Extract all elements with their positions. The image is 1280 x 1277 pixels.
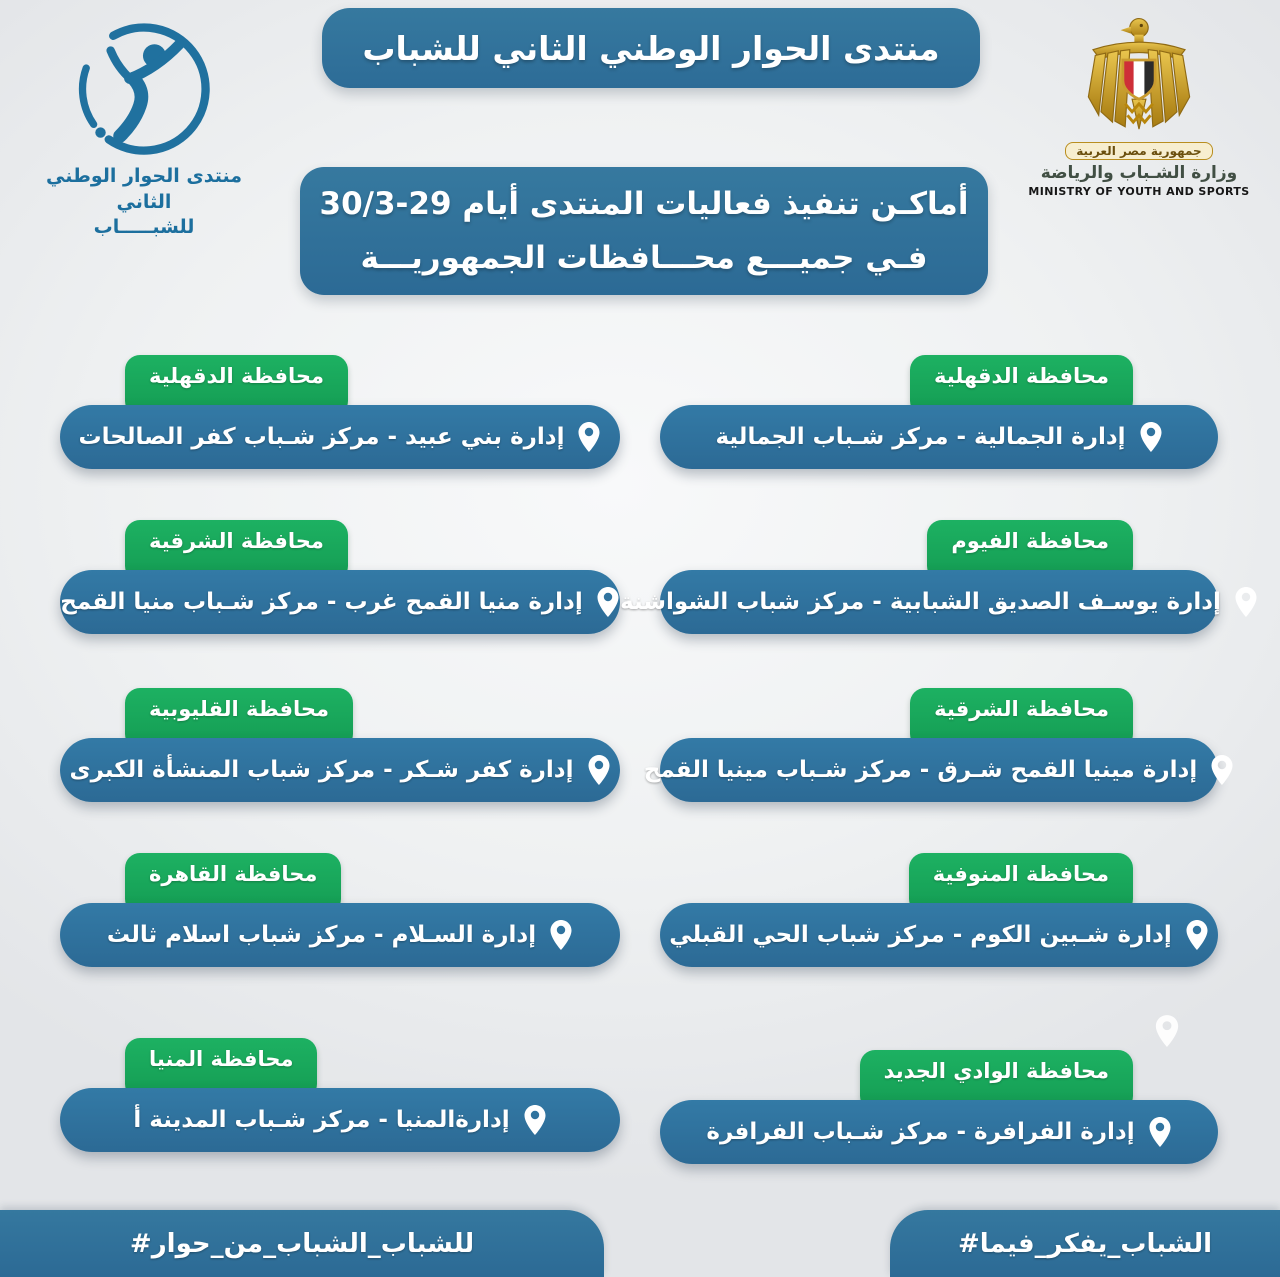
governorate-label: محافظة المنيا — [149, 1047, 294, 1071]
hashtag-left-label: #حوار_‎من_‎الشباب_‎للشباب — [129, 1228, 475, 1259]
governorate-label: محافظة الشرقية — [934, 697, 1109, 721]
page-title: منتدى الحوار الوطني الثاني للشباب — [362, 28, 940, 68]
location-card — [60, 1038, 620, 1152]
map-pin-icon — [1210, 754, 1234, 786]
location-pill — [60, 405, 620, 469]
location-label: إدارة منيا القمح غرب - مركز شـباب منيا القمح — [60, 589, 583, 615]
floating-map-pin-icon — [1154, 1014, 1180, 1048]
location-card — [60, 355, 620, 469]
location-label: إدارة يوسـف الصديق الشبابية - مركز شباب الشواشنة — [620, 589, 1221, 615]
governorate-label: محافظة المنوفية — [932, 862, 1109, 886]
governorate-label: محافظة القاهرة — [149, 862, 318, 886]
map-pin-icon — [1139, 421, 1163, 453]
hashtag-right-label: #فيما_‎يفكر_‎الشباب — [957, 1228, 1213, 1259]
hashtag-banner-left — [0, 1210, 604, 1277]
location-label: إدارة شـبين الكوم - مركز شباب الحي القبلي — [669, 922, 1172, 948]
ministry-calligraphy: جمهورية مصر العربية — [1065, 142, 1212, 160]
location-pill — [660, 1100, 1218, 1164]
map-pin-icon — [523, 1104, 547, 1136]
map-pin-icon — [596, 586, 620, 618]
location-label: إدارة السـلام - مركز شباب اسلام ثالث — [106, 922, 537, 948]
map-pin-icon — [1234, 586, 1258, 618]
ministry-name-english: MINISTRY OF YOUTH AND SPORTS — [1028, 185, 1250, 198]
hashtag-banner-right — [890, 1210, 1280, 1277]
location-pill — [60, 570, 620, 634]
brand-title-line1: منتدى الحوار الوطني الثاني — [45, 165, 243, 213]
egypt-eagle-icon — [1068, 14, 1210, 136]
youth-dialogue-logo-icon — [69, 14, 219, 160]
location-pill — [60, 1088, 620, 1152]
map-pin-icon — [577, 421, 601, 453]
location-card — [60, 688, 620, 802]
location-card — [660, 853, 1218, 967]
header-banner — [322, 8, 980, 88]
ministry-logo-block — [1020, 14, 1258, 198]
governorate-label: محافظة القليوبية — [149, 697, 329, 721]
location-pill — [660, 405, 1218, 469]
location-pill — [643, 738, 1218, 802]
location-card — [643, 688, 1218, 802]
governorate-label: محافظة الشرقية — [149, 529, 324, 553]
location-label: إدارة مينيا القمح شـرق - مركز شـباب مينيا القمح — [643, 757, 1198, 783]
location-card — [60, 520, 620, 634]
location-card — [620, 520, 1221, 634]
location-label: إدارة الفرافرة - مركز شـباب الفرافرة — [706, 1119, 1135, 1145]
location-card — [660, 355, 1218, 469]
map-pin-icon — [1185, 919, 1209, 951]
location-label: إدارةالمنيا - مركز شـباب المدينة أ — [133, 1107, 510, 1133]
location-label: إدارة بني عبيد - مركز شـباب كفر الصالحات — [78, 424, 565, 450]
location-pill — [660, 903, 1218, 967]
brand-logo — [28, 14, 260, 241]
location-pill — [60, 903, 620, 967]
governorate-label: محافظة الوادي الجديد — [883, 1059, 1109, 1083]
brand-title-line2: للشبـــــاب — [93, 216, 195, 239]
location-label: إدارة الجمالية - مركز شـباب الجمالية — [715, 424, 1126, 450]
map-pin-icon — [587, 754, 611, 786]
subtitle-banner — [300, 167, 988, 295]
location-card — [660, 1050, 1218, 1164]
subtitle-line2: فـي جميـــع محـــافظات الجمهوريـــة — [360, 240, 928, 276]
map-pin-icon — [1148, 1116, 1172, 1148]
location-pill — [60, 738, 620, 802]
map-pin-icon — [549, 919, 573, 951]
location-label: إدارة كفر شـكر - مركز شباب المنشأة الكبرى — [69, 757, 574, 783]
governorate-label: محافظة الدقهلية — [934, 364, 1109, 388]
subtitle-line1: أماكـن تنفيذ فعاليات المنتدى أيام 29-30/3 — [319, 185, 969, 222]
location-card — [60, 853, 620, 967]
ministry-name-arabic: وزارة الشـباب والرياضة — [1040, 163, 1238, 183]
location-pill — [620, 570, 1221, 634]
governorate-label: محافظة الدقهلية — [149, 364, 324, 388]
governorate-label: محافظة الفيوم — [951, 529, 1109, 553]
